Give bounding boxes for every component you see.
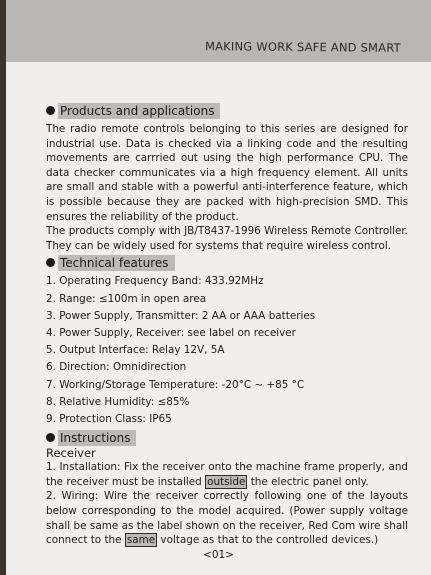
list-item: 6. Direction: Omnidirection [46, 361, 187, 374]
section-products-heading [46, 102, 408, 119]
technical-features-list [46, 273, 408, 428]
bullet-icon [46, 106, 55, 115]
wiring-paragraph [46, 489, 408, 547]
bullet-icon [46, 433, 55, 442]
list-item: 7. Working/Storage Temperature: -20°C ~ +85 °C [46, 378, 305, 391]
installation-text-end: the electric panel only. [247, 475, 369, 488]
installation-paragraph [46, 460, 408, 489]
section-instructions-heading [46, 429, 408, 446]
list-item: 2. Range: ≤100m in open area [46, 292, 207, 305]
list-item: 1. Operating Frequency Band: 433.92MHz [46, 275, 264, 288]
wiring-text-end: voltage as that to the controlled devices.) [157, 534, 379, 547]
page-content [46, 102, 408, 548]
page-number: <01> [203, 549, 234, 561]
section-title: Instructions [58, 430, 136, 446]
section-title: Technical features [58, 255, 175, 271]
list-item: 8. Relative Humidity: ≤85% [46, 395, 190, 408]
list-item: 4. Power Supply, Receiver: see label on receiver [46, 326, 296, 339]
products-paragraph-2: The products comply with JB/T8437-1996 Wireless Remote Controller. They can be widely used for systems that require wireless control. [46, 225, 408, 252]
list-item: 9. Protection Class: IP65 [46, 412, 172, 425]
list-item: 5. Output Interface: Relay 12V, 5A [46, 344, 225, 357]
installation-text: 1. Installation: Fix the receiver onto the machine frame properly, and the receiver must be installed [46, 461, 408, 488]
section-title: Products and applications [58, 103, 220, 119]
section-technical-heading [46, 254, 408, 271]
manual-page [6, 0, 431, 575]
highlight-same: same [126, 534, 156, 547]
bullet-icon [46, 258, 55, 267]
products-paragraph-1: The radio remote controls belonging to this series are designed for industrial use. Data is checked via a linking code and the resulting movements are carrried out using the high performance CPU. The data checker communicates via a high frequency element. All units are small and stable with a powerful anti-interference feature, which is possible because they are packed with high-precision SMD. This ensures the reliability of the product. [46, 123, 408, 223]
receiver-subheading: Receiver [46, 446, 96, 461]
highlight-outside: outside [207, 475, 246, 488]
header-tagline: MAKING WORK SAFE AND SMART [205, 39, 402, 55]
list-item: 3. Power Supply, Transmitter: 2 AA or AAA batteries [46, 309, 316, 322]
wiring-text: 2. Wiring: Wire the receiver correctly following one of the layouts below corresponding to the model acquired. (Power supply voltage shall be same as the label shown on the receiver, Red Com wire shall connect to the [46, 490, 408, 547]
